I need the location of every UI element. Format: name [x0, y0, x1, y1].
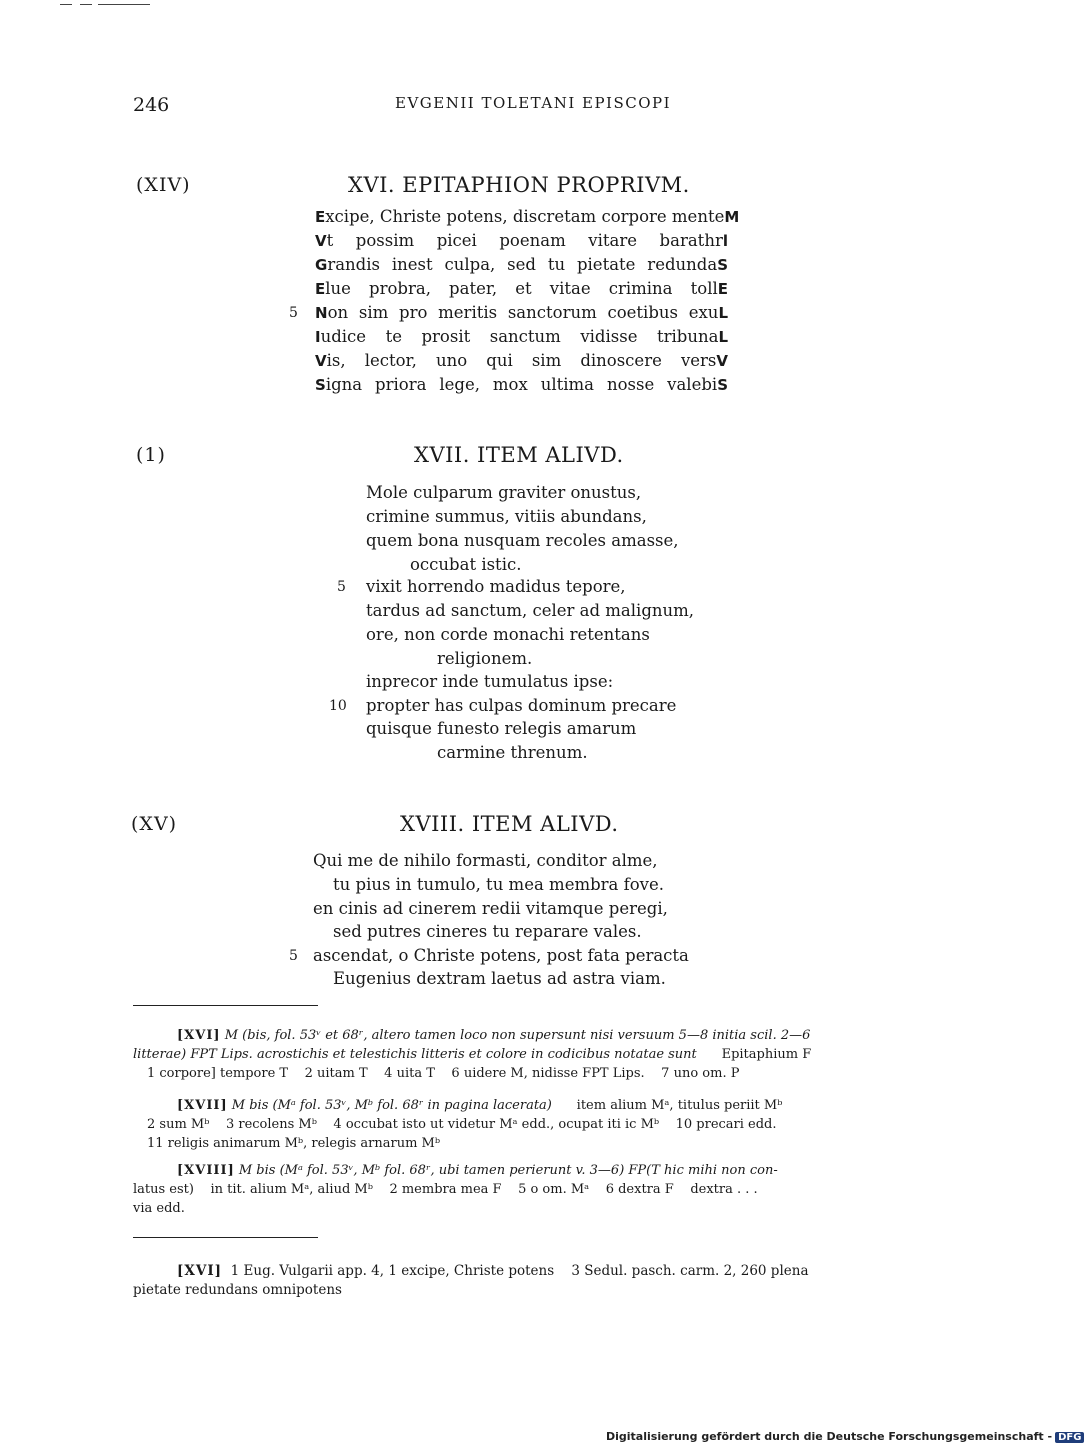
- verse-text: on sim pro meritis sanctorum coetibus exu: [327, 303, 719, 322]
- telestich-letter: M: [724, 208, 740, 226]
- verse-line: [315, 205, 740, 229]
- line-number: 5: [289, 948, 298, 964]
- verse-line: tardus ad sanctum, celer ad malignum,: [366, 601, 695, 620]
- telestich-letter: E: [717, 280, 728, 298]
- apparatus-text: item alium Mᵃ, titulus periit Mᵇ: [576, 1098, 783, 1113]
- poem-title: XVI. EPITAPHION PROPRIVM.: [348, 173, 690, 197]
- dfg-logo: DFG: [1055, 1432, 1084, 1443]
- verse-line: inprecor inde tumulatus ipse:: [366, 672, 614, 691]
- verse-line: tu pius in tumulo, tu mea membra fove.: [333, 875, 665, 894]
- verse-line: [315, 373, 728, 397]
- telestich-letter: L: [718, 304, 728, 322]
- verse-line: [315, 325, 728, 349]
- verse-text: udice te prosit sanctum vidisse tribuna: [320, 327, 719, 346]
- verse-line: Eugenius dextram laetus ad astra viam.: [333, 969, 666, 988]
- verse-text: lue probra, pater, et vitae crimina toll: [325, 279, 718, 298]
- apparatus-text: Epitaphium F: [721, 1047, 812, 1062]
- telestich-letter: S: [717, 256, 728, 274]
- apparatus-text: 2 sum Mᵇ 3 recolens Mᵇ 4 occubat isto ut videtur Mᵃ edd., ocupat iti ic Mᵇ 10 precari edd.: [147, 1117, 777, 1132]
- sources-text: 1 Eug. Vulgarii app. 4, 1 excipe, Christe potens 3 Sedul. pasch. carm. 2, 260 plena: [230, 1263, 809, 1279]
- verse-text: t possim picei poenam vitare barathr: [326, 231, 723, 250]
- apparatus-entry: [133, 1096, 878, 1153]
- verse-text: randis inest culpa, sed tu pietate redunda: [327, 255, 718, 274]
- poem-title: XVII. ITEM ALIVD.: [414, 443, 624, 467]
- running-title: EVGENII TOLETANI EPISCOPI: [395, 94, 672, 112]
- footnote-rule: [133, 1005, 318, 1006]
- verse-line: [315, 277, 728, 301]
- verse-text: igna priora lege, mox ultima nosse valebi: [325, 375, 718, 394]
- verse-line: propter has culpas dominum precare: [366, 696, 677, 715]
- acrostic-letter: V: [315, 232, 327, 250]
- apparatus-text: M bis (Mᵃ fol. 53ᵛ, Mᵇ fol. 68ʳ, ubi tamen perierunt v. 3—6) FP(T hic mihi non con-: [238, 1163, 778, 1178]
- apparatus-tag: [XVII]: [177, 1098, 228, 1113]
- apparatus-text: 11 religis animarum Mᵇ, relegis arnarum Mᵇ: [147, 1136, 441, 1151]
- verse-line: [315, 253, 728, 277]
- apparatus-text: M (bis, fol. 53ᵛ et 68ʳ, altero tamen loco non supersunt nisi versuum 5—8 initia scil. 2—6: [224, 1028, 811, 1043]
- acrostic-letter: E: [315, 280, 326, 298]
- scan-mark-line: [98, 4, 150, 5]
- acrostic-letter: G: [315, 256, 328, 274]
- verse-text: is, lector, uno qui sim dinoscere vers: [326, 351, 717, 370]
- apparatus-text: latus est) in tit. alium Mᵃ, aliud Mᵇ 2 membra mea F 5 o om. Mᵃ 6 dextra F dextra . . .: [133, 1182, 758, 1197]
- apparatus-text: 1 corpore] tempore T 2 uitam T 4 uita T 6 uidere M, nidisse FPT Lips. 7 uno om. P: [147, 1066, 740, 1081]
- original-number: (XIV): [136, 174, 191, 196]
- verse-line: [315, 349, 728, 373]
- original-number: (1): [136, 444, 166, 466]
- acrostic-letter: E: [315, 208, 326, 226]
- telestich-letter: l: [722, 232, 728, 250]
- apparatus-text: litterae) FPT Lips. acrostichis et telestichis litteris et colore in codicibus notatae sunt: [133, 1047, 697, 1062]
- telestich-letter: L: [718, 328, 728, 346]
- footnote-rule: [133, 1237, 318, 1238]
- verse-line: crimine summus, vitiis abundans,: [366, 507, 647, 526]
- original-number: (XV): [131, 813, 178, 835]
- scan-mark-line: [60, 4, 72, 5]
- apparatus-tag: [XVI]: [177, 1028, 221, 1043]
- sources-entry: [133, 1262, 878, 1300]
- verse-line: Qui me de nihilo formasti, conditor alme,: [313, 851, 658, 870]
- apparatus-entry: [133, 1026, 878, 1083]
- verse-line: [315, 301, 728, 325]
- scan-mark-line: [80, 4, 92, 5]
- verse-line: carmine threnum.: [437, 743, 588, 762]
- verse-line: en cinis ad cinerem redii vitamque peregi,: [313, 899, 668, 918]
- acrostic-letter: S: [315, 376, 326, 394]
- sources-tag: [XVI]: [177, 1263, 223, 1279]
- sources-text: pietate redundans omnipotens: [133, 1282, 342, 1298]
- verse-line: quisque funesto relegis amarum: [366, 719, 637, 738]
- verse-line: vixit horrendo madidus tepore,: [366, 577, 626, 596]
- apparatus-text: via edd.: [133, 1201, 185, 1216]
- verse-line: ore, non corde monachi retentans: [366, 625, 650, 644]
- apparatus-entry: [133, 1161, 878, 1218]
- verse-line: Mole culparum graviter onustus,: [366, 483, 642, 502]
- acrostic-letter: V: [315, 352, 327, 370]
- verse-line: quem bona nusquam recoles amasse,: [366, 531, 679, 550]
- acrostic-letter: N: [315, 304, 328, 322]
- verse-text: xcipe, Christe potens, discretam corpore mente: [325, 207, 725, 226]
- line-number: 5: [337, 579, 346, 595]
- verse-line: religionem.: [437, 649, 533, 668]
- dfg-credit: [606, 1430, 1084, 1443]
- telestich-letter: V: [716, 352, 728, 370]
- acrostic-letter: I: [315, 328, 321, 346]
- poem-title: XVIII. ITEM ALIVD.: [400, 812, 619, 836]
- dfg-credit-text: Digitalisierung gefördert durch die Deutsche Forschungsgemeinschaft -: [606, 1430, 1053, 1443]
- telestich-letter: S: [717, 376, 728, 394]
- verse-line: ascendat, o Christe potens, post fata peracta: [313, 946, 689, 965]
- verse-line: [315, 229, 728, 253]
- line-number: 10: [329, 698, 347, 714]
- apparatus-tag: [XVIII]: [177, 1163, 235, 1178]
- verse-line: occubat istic.: [410, 555, 522, 574]
- page-number: 246: [133, 94, 170, 116]
- line-number: 5: [289, 305, 298, 321]
- apparatus-text: M bis (Mᵃ fol. 53ᵛ, Mᵇ fol. 68ʳ in pagina lacerata): [231, 1098, 552, 1113]
- verse-line: sed putres cineres tu reparare vales.: [333, 922, 642, 941]
